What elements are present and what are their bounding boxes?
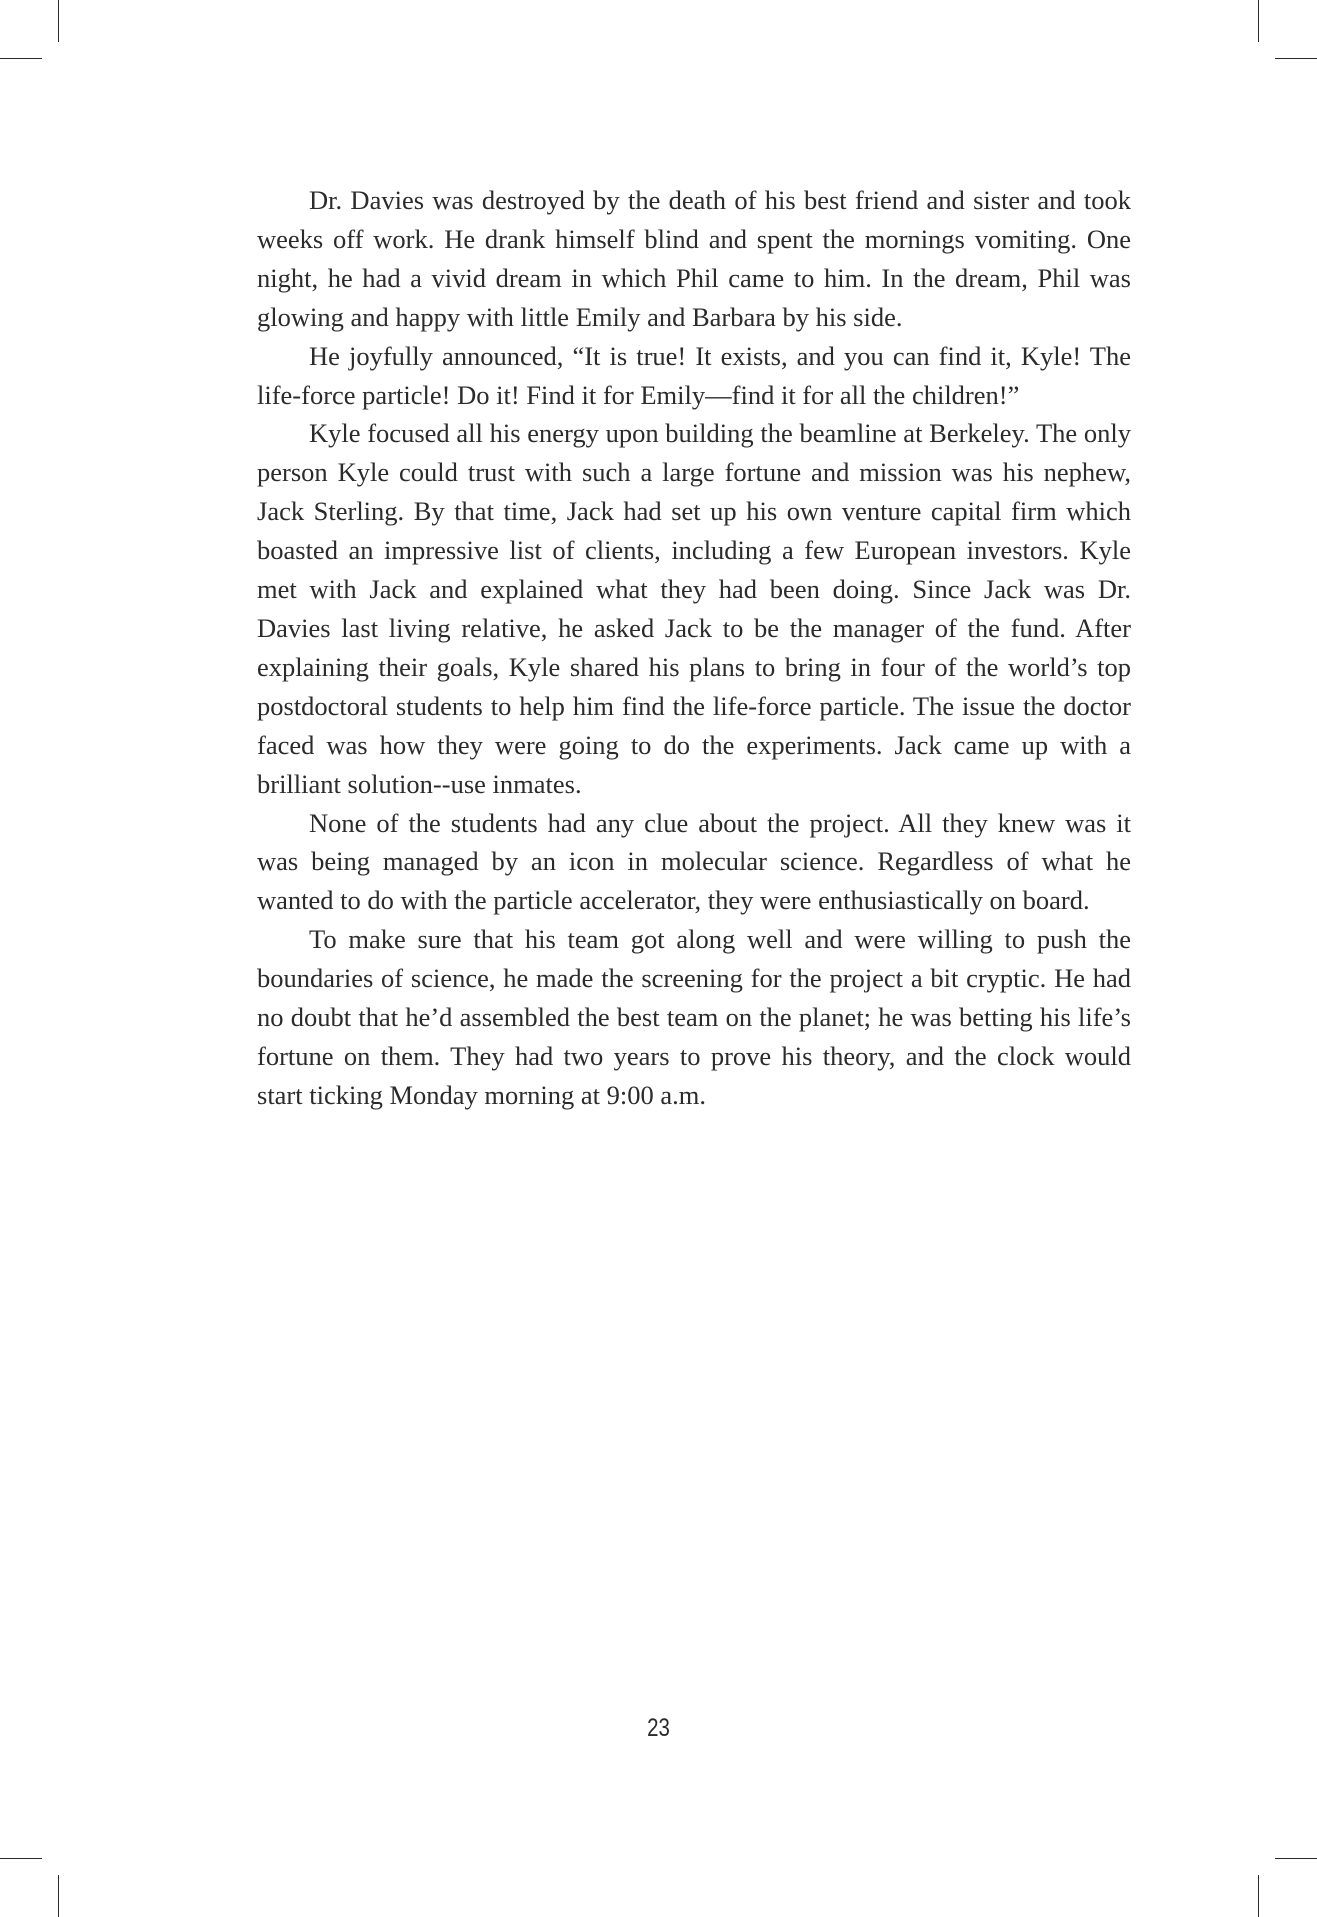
crop-mark-bottom-right-horizontal (1275, 1858, 1317, 1859)
body-text (257, 181, 1131, 1115)
crop-mark-top-left-horizontal (0, 58, 42, 59)
paragraph: Dr. Davies was destroyed by the death of his best friend and sister and took weeks off work. He drank himself blind and spent the mornings vomiting. One night, he had a vivid dream in which Phil came to him. In the dream, Phil was glowing and happy with little Emily and Barbara by his side. (257, 185, 1131, 332)
crop-mark-bottom-right-vertical (1258, 1875, 1259, 1917)
crop-mark-top-right-vertical (1258, 0, 1259, 42)
crop-mark-top-right-horizontal (1275, 58, 1317, 59)
crop-mark-bottom-left-vertical (58, 1875, 59, 1917)
paragraph: None of the students had any clue about the project. All they knew was it was being managed by an icon in molecular science. Regardless of what he wanted to do with the particle accelerator, they were enthusiastically on board. (257, 807, 1131, 916)
paragraph: To make sure that his team got along well and were willing to push the boundaries of science, he made the screening for the project a bit cryptic. He had no doubt that he’d assembled the best team on the planet; he was betting his life’s fortune on them. They had two years to prove his theory, and the clock would start ticking Monday morning at 9:00 a.m. (257, 924, 1131, 1110)
page-number: 23 (647, 1714, 670, 1742)
crop-mark-top-left-vertical (58, 0, 59, 42)
paragraph: He joyfully announced, “It is true! It exists, and you can find it, Kyle! The life-force particle! Do it! Find it for Emily—find it for all the children!” (257, 340, 1131, 410)
crop-mark-bottom-left-horizontal (0, 1858, 42, 1859)
paragraph: Kyle focused all his energy upon building the beamline at Berkeley. The only person Kyle could trust with such a large fortune and mission was his nephew, Jack Sterling. By that time, Jack had set up his own venture capital firm which boasted an impressive list of clients, including a few European investors. Kyle met with Jack and explained what they had been doing. Since Jack was Dr. Davies last living relative, he asked Jack to be the manager of the fund. After explaining their goals, Kyle shared his plans to bring in four of the world’s top postdoctoral students to help him find the life-force particle. The issue the doctor faced was how they were going to do the experiments. Jack came up with a brilliant solution--use inmates. (257, 418, 1131, 799)
